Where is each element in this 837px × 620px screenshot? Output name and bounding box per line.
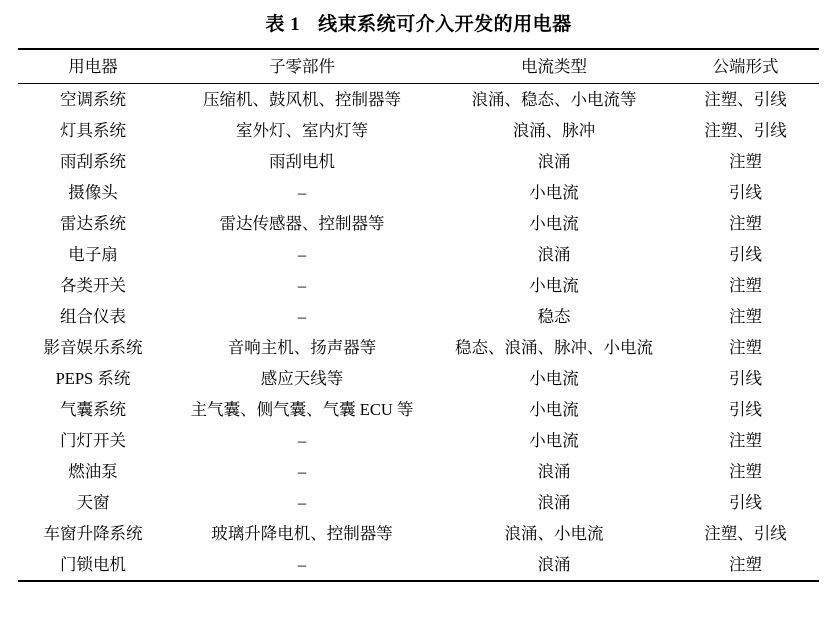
- cell-device: 电子扇: [68, 245, 118, 264]
- cell-subcomponents: –: [297, 462, 307, 481]
- cell-device: 门锁电机: [18, 549, 168, 581]
- cell-device: 雷达系统: [60, 214, 126, 233]
- cell-device: 天窗: [76, 493, 110, 512]
- cell-subcomponents: 室外灯、室内灯等: [236, 121, 368, 140]
- cell-terminal-form: 注塑: [729, 431, 762, 450]
- cell-current-type: 浪涌: [537, 152, 571, 171]
- cell-subcomponents: –: [297, 183, 307, 202]
- cell-current-type: 浪涌: [537, 245, 571, 264]
- cell-terminal-form: 注塑、引线: [704, 121, 787, 140]
- column-header-current-type: 电流类型: [436, 49, 672, 84]
- cell-device: 燃油泵: [68, 462, 118, 481]
- cell-terminal-form: 注塑、引线: [704, 524, 787, 543]
- cell-current-type: 浪涌、稳态、小电流等: [436, 84, 672, 116]
- table-row: [18, 177, 819, 208]
- cell-current-type: 稳态: [537, 307, 571, 326]
- cell-device: 摄像头: [68, 183, 118, 202]
- table-row: [18, 239, 819, 270]
- cell-terminal-form: 注塑: [672, 549, 819, 581]
- cell-device: PEPS 系统: [55, 369, 131, 388]
- table-row: [18, 425, 819, 456]
- cell-terminal-form: 注塑、引线: [672, 84, 819, 116]
- table-row: [18, 487, 819, 518]
- column-header-device: 用电器: [18, 49, 168, 84]
- table-body: [18, 84, 819, 582]
- cell-current-type: 稳态、浪涌、脉冲、小电流: [455, 338, 653, 357]
- cell-device: 各类开关: [60, 276, 126, 295]
- cell-current-type: 小电流: [529, 400, 579, 419]
- cell-device: 门灯开关: [60, 431, 126, 450]
- cell-terminal-form: 引线: [729, 369, 762, 388]
- cell-terminal-form: 引线: [729, 183, 762, 202]
- cell-terminal-form: 引线: [729, 400, 762, 419]
- table-caption: [0, 0, 837, 48]
- cell-terminal-form: 引线: [729, 245, 762, 264]
- table-row: [18, 456, 819, 487]
- cell-subcomponents: 主气囊、侧气囊、气囊 ECU 等: [190, 400, 414, 419]
- table-row: [18, 394, 819, 425]
- cell-subcomponents: –: [297, 276, 307, 295]
- cell-subcomponents: –: [297, 307, 307, 326]
- cell-device: 影音娱乐系统: [43, 338, 143, 357]
- cell-subcomponents: –: [297, 431, 307, 450]
- table-caption-number: 表 1: [265, 14, 301, 35]
- cell-terminal-form: 注塑: [729, 307, 762, 326]
- cell-subcomponents: –: [297, 245, 307, 264]
- table-caption-title: 线束系统可介入开发的用电器: [318, 14, 572, 35]
- table-row: [18, 84, 819, 116]
- cell-device: 气囊系统: [60, 400, 126, 419]
- table-row: [18, 301, 819, 332]
- cell-device: 灯具系统: [60, 121, 126, 140]
- cell-current-type: 小电流: [529, 276, 579, 295]
- cell-subcomponents: 雷达传感器、控制器等: [219, 214, 385, 233]
- cell-current-type: 浪涌: [537, 493, 571, 512]
- cell-subcomponents: 压缩机、鼓风机、控制器等: [168, 84, 436, 116]
- cell-current-type: 小电流: [529, 369, 579, 388]
- cell-subcomponents: 感应天线等: [260, 369, 344, 388]
- cell-current-type: 小电流: [529, 431, 579, 450]
- cell-terminal-form: 注塑: [729, 462, 762, 481]
- cell-subcomponents: 音响主机、扬声器等: [227, 338, 377, 357]
- cell-current-type: 浪涌、脉冲: [512, 121, 596, 140]
- cell-current-type: 小电流: [529, 214, 579, 233]
- cell-current-type: 浪涌、小电流: [504, 524, 604, 543]
- cell-current-type: 浪涌: [436, 549, 672, 581]
- table-row: [18, 270, 819, 301]
- table-row: [18, 549, 819, 581]
- electrical-device-table: [18, 48, 819, 582]
- table-row: [18, 363, 819, 394]
- cell-device: 空调系统: [18, 84, 168, 116]
- table-row: [18, 208, 819, 239]
- table-row: [18, 146, 819, 177]
- cell-device: 车窗升降系统: [43, 524, 143, 543]
- cell-subcomponents: –: [168, 549, 436, 581]
- table-header-row: [18, 49, 819, 84]
- table-row: [18, 115, 819, 146]
- table-header: [18, 49, 819, 84]
- cell-subcomponents: 雨刮电机: [269, 152, 335, 171]
- cell-device: 组合仪表: [60, 307, 126, 326]
- cell-device: 雨刮系统: [60, 152, 126, 171]
- cell-subcomponents: 玻璃升降电机、控制器等: [211, 524, 393, 543]
- cell-terminal-form: 注塑: [729, 276, 762, 295]
- cell-current-type: 浪涌: [537, 462, 571, 481]
- cell-current-type: 小电流: [529, 183, 579, 202]
- column-header-subcomponents: 子零部件: [168, 49, 436, 84]
- table-row: [18, 518, 819, 549]
- table-row: [18, 332, 819, 363]
- column-header-terminal-form: 公端形式: [672, 49, 819, 84]
- cell-terminal-form: 引线: [729, 493, 762, 512]
- cell-terminal-form: 注塑: [729, 214, 762, 233]
- cell-terminal-form: 注塑: [729, 152, 762, 171]
- cell-subcomponents: –: [297, 493, 307, 512]
- cell-terminal-form: 注塑: [729, 338, 762, 357]
